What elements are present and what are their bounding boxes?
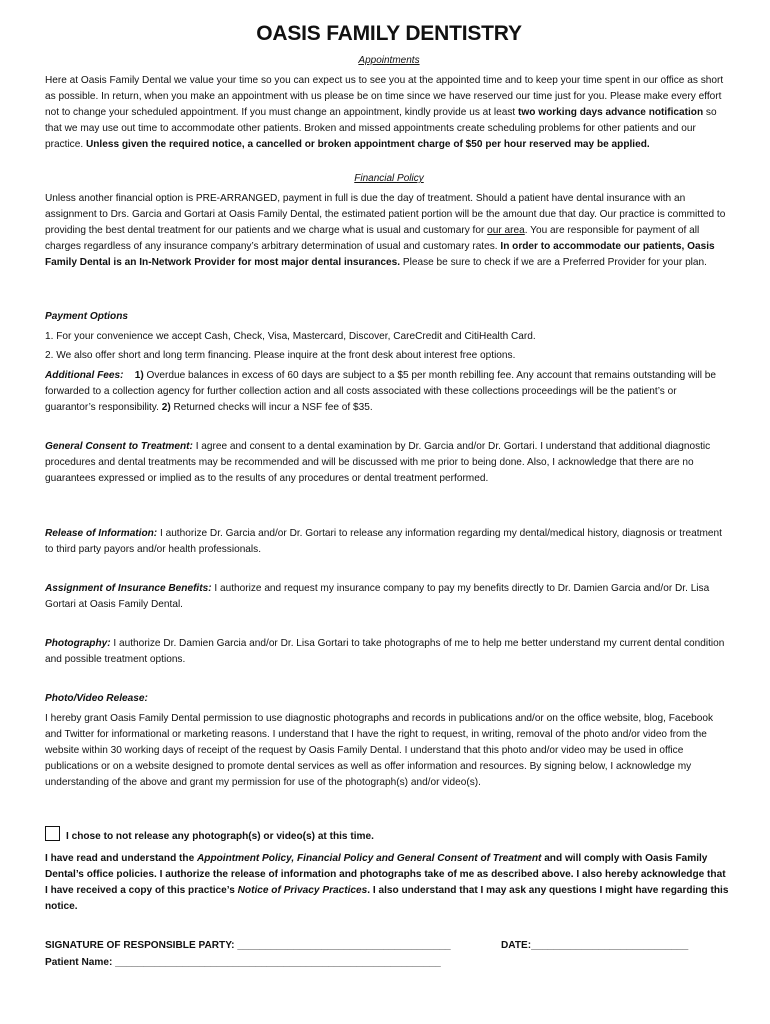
financial-heading: Financial Policy: [354, 173, 424, 184]
consent-heading: General Consent to Treatment:: [45, 441, 193, 452]
appointments-text-2: so that we may use out time to accommodate other patients. Broken and missed appointments create scheduling problems for other patients and our practice.: [45, 107, 717, 150]
fee-number-2: 2): [161, 402, 171, 413]
patient-name-line[interactable]: Patient Name: __________________________________________________________: [45, 957, 441, 968]
fee-number-1: 1): [134, 370, 144, 381]
photography-heading: Photography:: [45, 638, 111, 649]
financial-paragraph: [45, 191, 729, 271]
additional-fees-heading: Additional Fees:: [45, 370, 124, 381]
notice-requirement: two working days advance notification: [518, 107, 704, 118]
optout-row: [45, 826, 729, 845]
page-title: OASIS FAMILY DENTISTRY: [256, 22, 522, 45]
photography-text: I authorize Dr. Damien Garcia and/or Dr. Lisa Gortari to take photographs of me to help me better understand my current dental condition and possible treatment options.: [45, 638, 725, 665]
consent-text: I agree and consent to a dental examination by Dr. Garcia and/or Dr. Gortari. I understand that additional diagnostic procedures and dental treatments may be recommended and will be discussed with me prior to being done. Also, I acknowledge that there are no guarantees expressed or implied as to the results of any procedures or dental treatment performed.: [45, 441, 711, 484]
release-information-heading: Release of Information:: [45, 528, 158, 539]
cancellation-charge: Unless given the required notice, a cancelled or broken appointment charge of $50 per hour reserved may be applied.: [85, 139, 650, 150]
consent-paragraph: [45, 439, 729, 487]
in-network-statement: In order to accommodate our patients, Oasis Family Dental is an In-Network Provider for most major dental insurances.: [45, 241, 715, 268]
appointments-text: Here at Oasis Family Dental we value your time so you can expect us to see you at the appointed time and to keep your time spent in our office as short as possible. In return, when you make an appointment with us please be on time since we have reserved our time just for you. Please make every effort not to change your scheduled appointment. If you must change an appointment, kindly provide us at least: [45, 75, 724, 118]
acknowledgement-paragraph: [45, 851, 729, 915]
signature-line[interactable]: SIGNATURE OF RESPONSIBLE PARTY: ______________________________________: [45, 940, 451, 951]
release-information-paragraph: [45, 526, 729, 558]
financial-text-3: Please be sure to check if we are a Preferred Provider for your plan.: [400, 257, 707, 268]
payment-option-2: 2. We also offer short and long term financing. Please inquire at the front desk about interest free options.: [45, 350, 516, 361]
acknowledgement-text-3: . I also understand that I may ask any questions I might have regarding this notice.: [45, 885, 729, 912]
policy-names: Appointment Policy, Financial Policy and General Consent of Treatment: [197, 853, 542, 864]
photo-release-heading: Photo/Video Release:: [45, 693, 148, 704]
financial-text: Unless another financial option is PRE-ARRANGED, payment in full is due the day of treatment. Should a patient have dental insurance with an assignment to Drs. Garcia and Gortari at Oasis Family Dental, the estimated patient portion will be the amount due that day. Our practice is committed to providing the best dental treatment for our patients and we charge what is usual and customary for: [45, 193, 726, 236]
fee-text-2: Returned checks will incur a NSF fee of $35.: [170, 402, 373, 413]
date-line[interactable]: DATE:____________________________: [501, 940, 689, 951]
appointments-paragraph: [45, 73, 729, 153]
assignment-paragraph: [45, 581, 729, 613]
optout-label: I chose to not release any photograph(s) or video(s) at this time.: [66, 831, 374, 842]
payment-options-heading: Payment Options: [45, 311, 129, 322]
financial-text-2: . You are responsible for payment of all charges regardless of any insurance company’s arbitrary determination of usual and customary rates.: [45, 225, 700, 252]
appointments-heading: Appointments: [358, 55, 420, 66]
acknowledgement-text-1: I have read and understand the: [45, 853, 198, 864]
additional-fees-paragraph: [45, 368, 729, 416]
fee-text-1: Overdue balances in excess of 60 days are subject to a $5 per month rebilling fee. Any account that remains outstanding will be forwarded to a collection agency for further collection action and all costs associated with these collections proceedings will be the patient’s or guarantor’s responsibility.: [45, 370, 717, 413]
financial-underlined: our area: [487, 225, 525, 236]
assignment-text: I authorize and request my insurance company to pay my benefits directly to Dr. Damien Garcia and/or Dr. Lisa Gortari at Oasis Family Dental.: [45, 583, 710, 610]
optout-checkbox[interactable]: [45, 826, 60, 841]
payment-option-1: 1. For your convenience we accept Cash, Check, Visa, Mastercard, Discover, CareCredit and CitiHealth Card.: [45, 331, 536, 342]
assignment-heading: Assignment of Insurance Benefits:: [45, 583, 212, 594]
photography-paragraph: [45, 636, 729, 668]
release-information-text: I authorize Dr. Garcia and/or Dr. Gortari to release any information regarding my dental/medical history, diagnosis or treatment to third party payors and/or health professionals.: [45, 528, 722, 555]
photo-release-text: I hereby grant Oasis Family Dental permission to use diagnostic photographs and records in publications and/or on the office website, blog, Facebook and Twitter for informational or marketing reasons. I understand that I have the right to request, in writing, removal of the photo and/or video from the website within 30 working days of receipt of the request by Oasis Family Dental. I understand that this photo and/or video may be used in office publications or on a website designed to promote dental services as well as offer information and resources. By signing below, I acknowledge my understanding of the above and grant my permission for use of the photograph(s) and/or video(s).: [45, 713, 714, 788]
acknowledgement-text-2: and will comply with Oasis Family Dental’s office policies. I authorize the release of information and photographs take of me as described above. I also hereby acknowledge that I have received a copy of this practice’s: [45, 853, 726, 896]
privacy-notice-name: Notice of Privacy Practices: [237, 885, 368, 896]
